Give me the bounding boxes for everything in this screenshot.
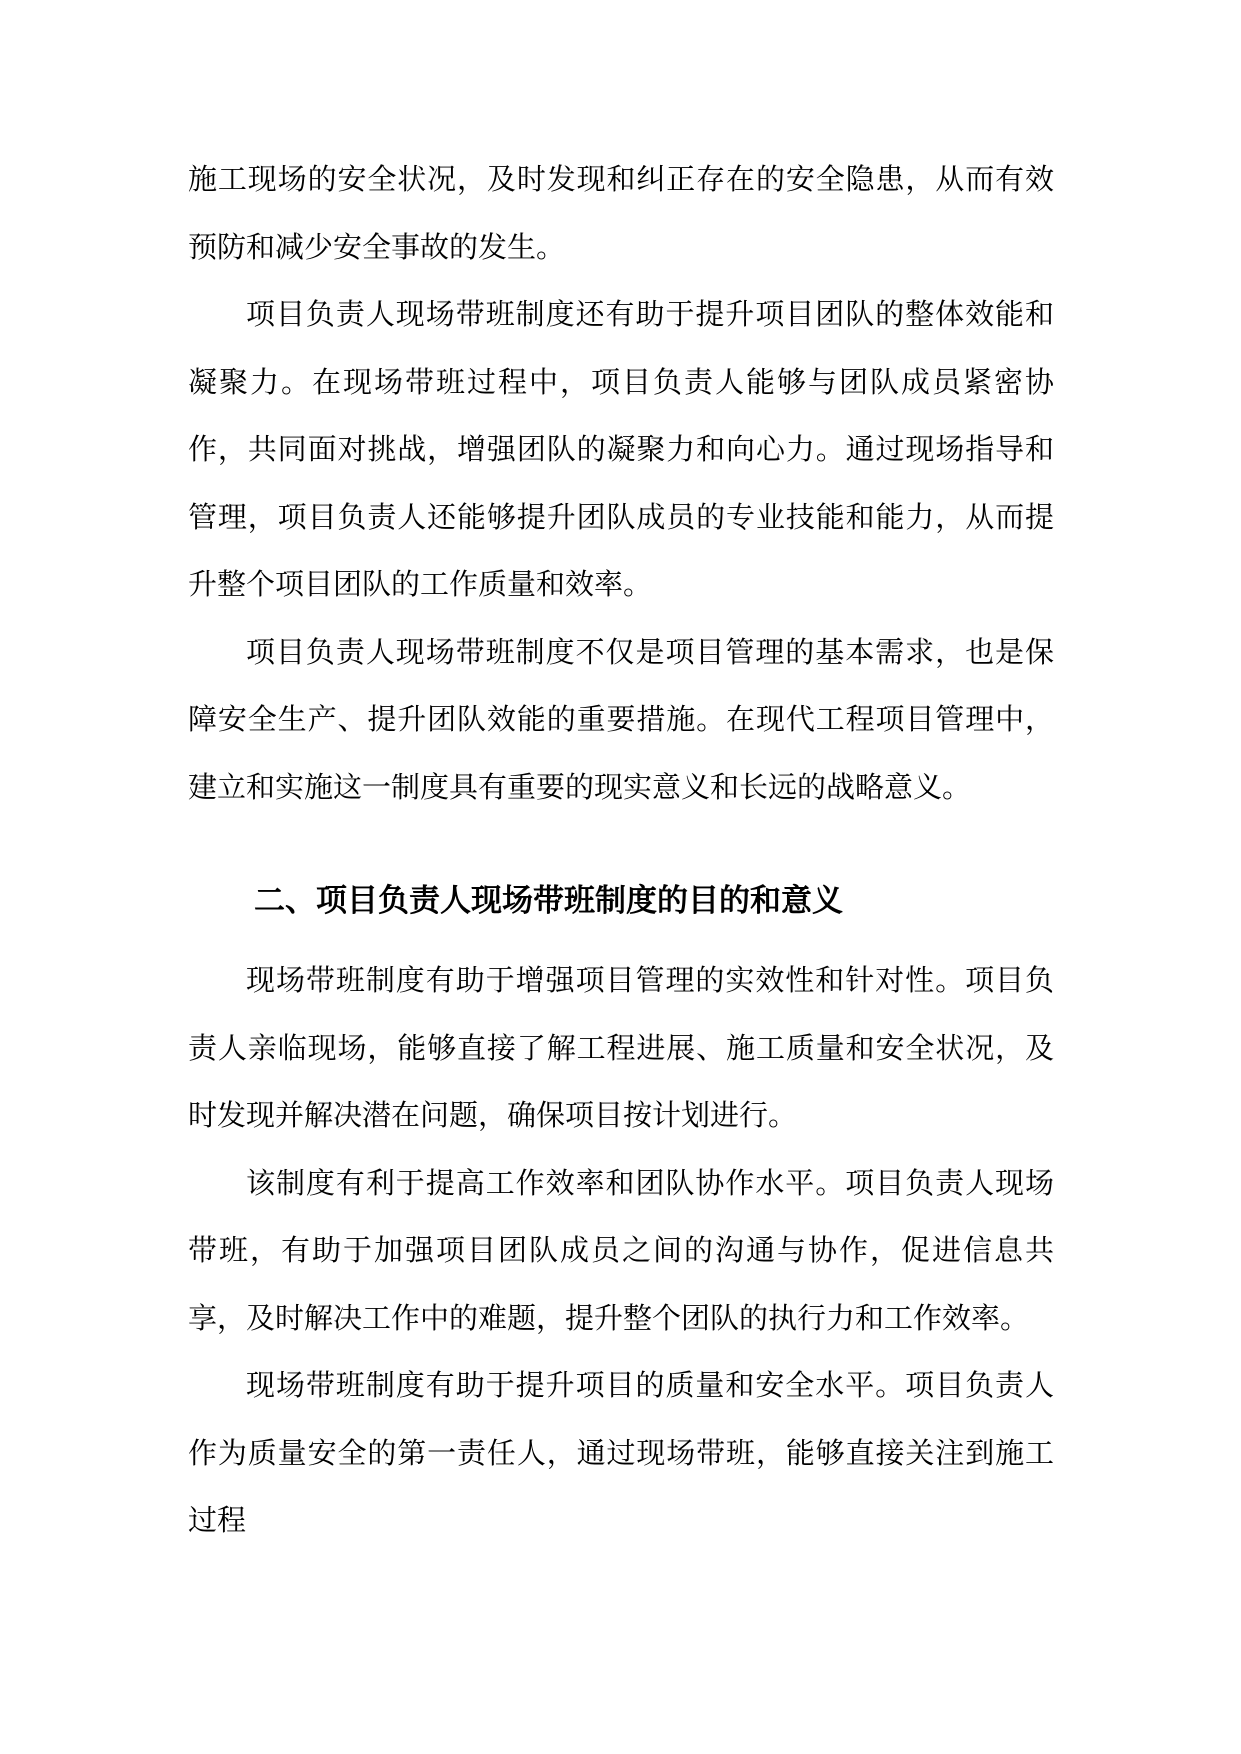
paragraph-quality-safety: 现场带班制度有助于提升项目的质量和安全水平。项目负责人作为质量安全的第一责任人，通过现场带班，能够直接关注到施工过程 [188, 1368, 1054, 1537]
document-body [188, 146, 1054, 1555]
paragraph-management-effectiveness: 现场带班制度有助于增强项目管理的实效性和针对性。项目负责人亲临现场，能够直接了解工程进展、施工质量和安全状况，及时发现并解决潜在问题，确保项目按计划进行。 [188, 963, 1054, 1132]
paragraph-work-efficiency: 该制度有利于提高工作效率和团队协作水平。项目负责人现场带班，有助于加强项目团队成员之间的沟通与协作，促进信息共享，及时解决工作中的难题，提升整个团队的执行力和工作效率。 [188, 1165, 1054, 1335]
paragraph-continuation: 施工现场的安全状况，及时发现和纠正存在的安全隐患，从而有效预防和减少安全事故的发生。 [188, 162, 1054, 264]
paragraph-conclusion: 项目负责人现场带班制度不仅是项目管理的基本需求，也是保障安全生产、提升团队效能的重要措施。在现代工程项目管理中，建立和实施这一制度具有重要的现实意义和长远的战略意义。 [188, 634, 1054, 804]
paragraph-team-efficiency: 项目负责人现场带班制度还有助于提升项目团队的整体效能和凝聚力。在现场带班过程中，项目负责人能够与团队成员紧密协作，共同面对挑战，增强团队的凝聚力和向心力。通过现场指导和管理，项目负责人还能够提升团队成员的专业技能和能力，从而提升整个项目团队的工作质量和效率。 [188, 297, 1054, 601]
section-heading: 二、项目负责人现场带班制度的目的和意义 [254, 883, 843, 919]
